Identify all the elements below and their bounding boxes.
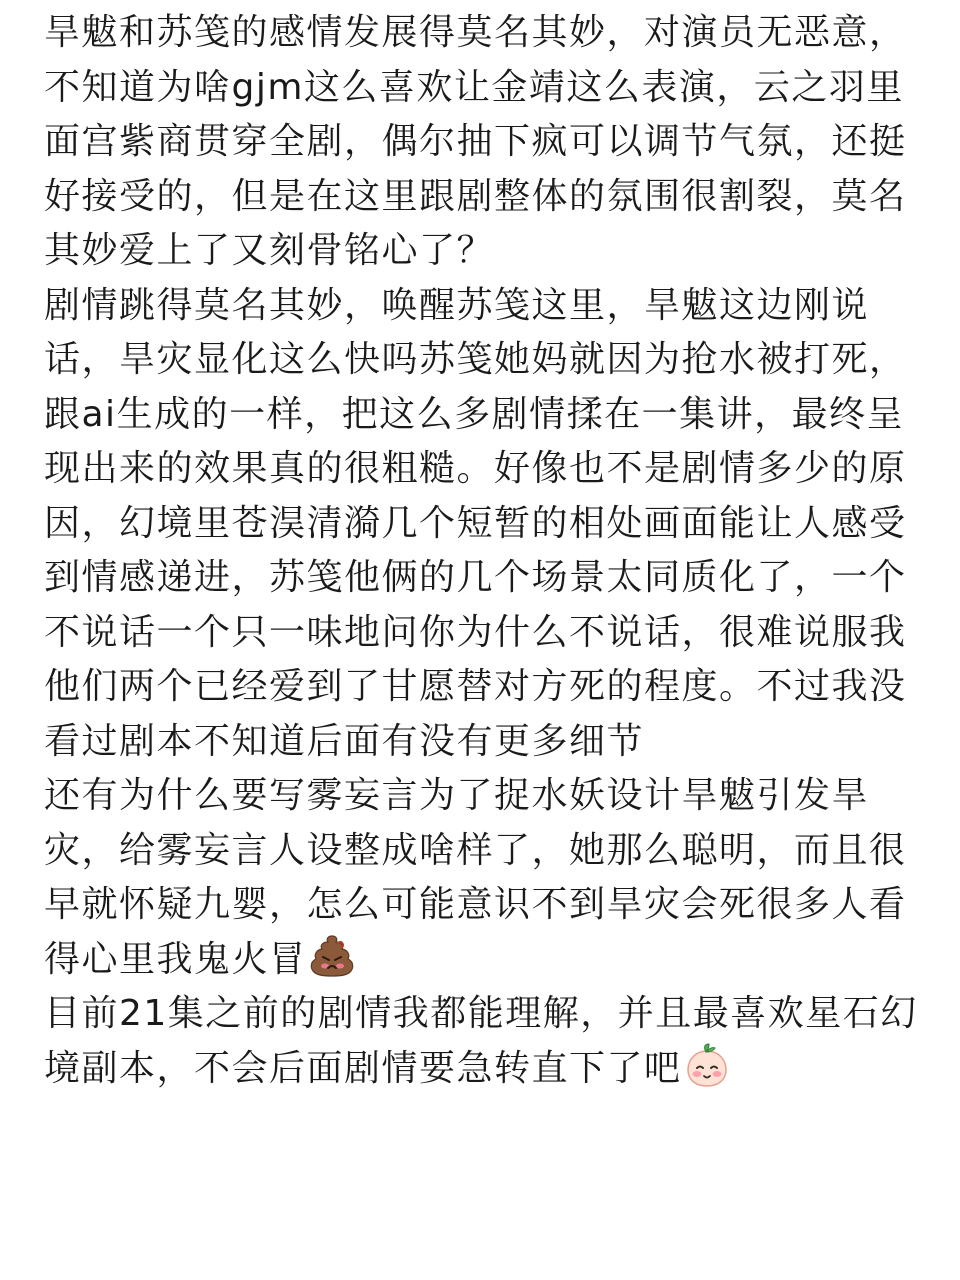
post-body bbox=[44, 6, 924, 1096]
post-paragraph-4-text: 目前21集之前的剧情我都能理解，并且最喜欢星石幻境副本，不会后面剧情要急转直下了吧 bbox=[44, 993, 918, 1089]
post-paragraph-1: 旱魃和苏笺的感情发展得莫名其妙，对演员无恶意，不知道为啥gjm这么喜欢让金靖这么表演，云之羽里面宫紫商贯穿全剧，偶尔抽下疯可以调节气氛，还挺好接受的，但是在这里跟剧整体的氛围很割裂，莫名其妙爱上了又刻骨铭心了？ bbox=[44, 12, 907, 271]
post-paragraph-4 bbox=[44, 987, 924, 1096]
post-paragraph-2: 剧情跳得莫名其妙，唤醒苏笺这里，旱魃这边刚说话，旱灾显化这么快吗苏笺她妈就因为抢水被打死，跟ai生成的一样，把这么多剧情揉在一集讲，最终呈现出来的效果真的很粗糙。好像也不是剧情多少的原因，幻境里苍淏清漪几个短暂的相处画面能让人感受到情感递进，苏笺他俩的几个场景太同质化了，一个不说话一个只一味地问你为什么不说话，很难说服我他们两个已经爱到了甘愿替对方死的程度。不过我没看过剧本不知道后面有没有更多细节 bbox=[44, 284, 907, 762]
angry-poop-emoji-icon bbox=[309, 933, 355, 979]
shy-peach-emoji-icon bbox=[684, 1042, 730, 1088]
post-paragraph-3 bbox=[44, 769, 924, 987]
post-paragraph-3-text: 还有为什么要写雾妄言为了捉水妖设计旱魃引发旱灾，给雾妄言人设整成啥样了，她那么聪明，而且很早就怀疑九婴，怎么可能意识不到旱灾会死很多人看得心里我鬼火冒 bbox=[44, 775, 907, 980]
